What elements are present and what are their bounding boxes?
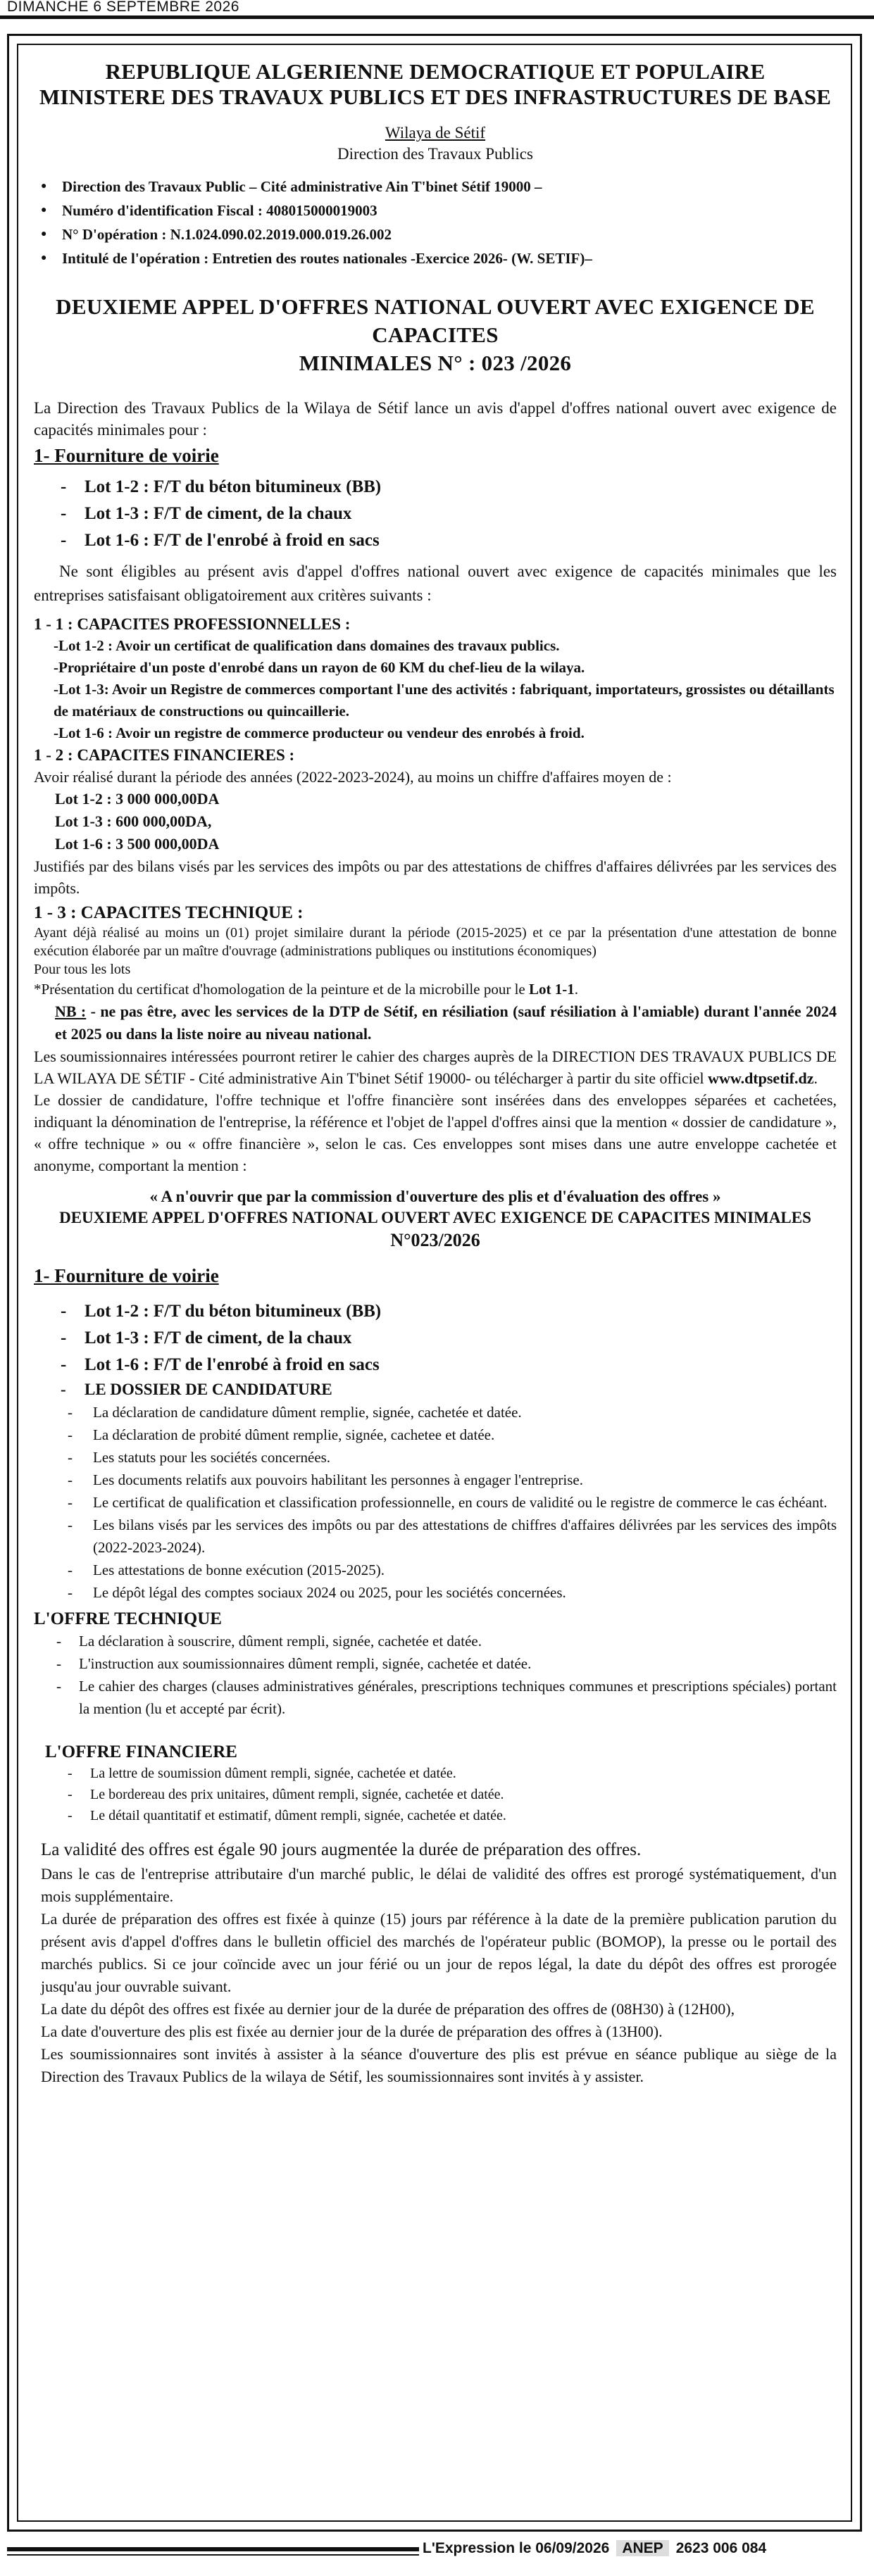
info-operation-number: ● N° D'opération : N.1.024.090.02.2019.000.019.26.002 <box>34 222 837 246</box>
intro-paragraph: La Direction des Travaux Publics de la Wilaya de Sétif lance un avis d'appel d'offres national ouvert avec exigence de capacités minimales pour : <box>34 399 837 439</box>
cap-pro-line: -Lot 1-3: Avoir un Registre de commerces comportant l'une des activités : fabriquant, importateurs, grossistes ou détaillants de matériaux de constructions ou quincaillerie. <box>54 681 835 720</box>
footer-rule-thin <box>7 2554 419 2556</box>
candidature-item: - Le certificat de qualification et classification professionnelle, en cours de validité ou le registre de commerce le cas échéant. <box>34 1491 837 1514</box>
direction-name: Direction des Travaux Publics <box>337 145 533 163</box>
retrieve-end: . <box>813 1069 818 1087</box>
invite-paragraph: Les soumissionnaires sont invités à assister à la séance d'ouverture des plis est prévue en séance publique au siège de la Direction des Travaux Publics de la wilaya de Sétif, les soumissionnaires sont invités à y assister. <box>41 2045 837 2085</box>
financial-offer-item: - La lettre de soumission dûment rempli, signée, cachetée et datée. <box>34 1763 837 1784</box>
footer-rule-thick <box>7 2547 419 2551</box>
info-address: ● Direction des Travaux Public – Cité administrative Ain T'binet Sétif 19000 – <box>34 175 837 199</box>
technical-offer-heading: L'OFFRE TECHNIQUE <box>34 1609 222 1628</box>
amount-line: Lot 1-6 : 3 500 000,00DA <box>55 835 220 853</box>
financial-offer-list <box>34 1763 837 1826</box>
lot-item: - Lot 1-3 : F/T de ciment, de la chaux <box>34 1325 837 1352</box>
wilaya-name: Wilaya de Sétif <box>385 124 486 142</box>
cap-fin-amounts <box>34 788 837 855</box>
nb-paragraph <box>34 1000 837 1045</box>
candidature-item: - Les statuts pour les sociétés concernées. <box>34 1446 837 1469</box>
candidature-item: - Les bilans visés par les services des impôts ou par des attestations de chiffres d'affaires délivrées par les services des impôts (2022-2023-2024). <box>34 1514 837 1559</box>
financial-offer-item: - Le détail quantitatif et estimatif, dûment rempli, signée, cachetée et datée. <box>34 1805 837 1826</box>
anep-label: ANEP <box>616 2540 668 2556</box>
technical-offer-list <box>34 1630 837 1720</box>
ad-footer <box>7 2540 867 2565</box>
financial-offer-heading: L'OFFRE FINANCIERE <box>45 1742 237 1761</box>
extension-paragraph: Dans le cas de l'entreprise attributaire d'un marché public, le délai de validité des offres est prorogé systématiquement, d'un mois supplémentaire. <box>41 1865 837 1905</box>
operation-info-list <box>34 175 837 270</box>
publication-source: L'Expression le 06/09/2026 <box>423 2540 610 2556</box>
announcement-body <box>34 59 837 2088</box>
opening-paragraph: La date d'ouverture des plis est fixée au dernier jour de la durée de préparation des offres à (13H00). <box>41 2023 663 2040</box>
mention-line2: DEUXIEME APPEL D'OFFRES NATIONAL OUVERT AVEC EXIGENCE DE CAPACITES MINIMALES <box>59 1209 811 1226</box>
duration-paragraph: La durée de préparation des offres est fixée à quinze (15) jours par référence à la date de la première publication parution du présent avis d'appel d'offres dans le bulletin officiel des marchés de l'opérateur public (BOMOP), la presse ou le portail des marchés publics. Si ce jour coïncide avec un jour férié ou un jour de repos légal, la date du dépôt des offres est prorogée jusqu'au jour ouvrable suivant. <box>41 1910 837 1995</box>
nb-label: NB : <box>55 1003 87 1020</box>
technical-offer-item: - L'instruction aux soumissionnaires dûment rempli, signée, cachetée et datée. <box>34 1652 837 1675</box>
certificate-text: *Présentation du certificat d'homologation de la peinture et de la microbille pour le <box>34 981 529 998</box>
cap-fin-heading: 1 - 2 : CAPACITES FINANCIERES : <box>34 746 295 764</box>
certificate-end: . <box>574 981 578 998</box>
newspaper-dateline: DIMANCHE 6 SEPTEMBRE 2026 <box>7 0 239 15</box>
top-rule <box>0 15 874 19</box>
validity-paragraph: La validité des offres est égale 90 jours augmentée la durée de préparation des offres. <box>41 1840 642 1859</box>
candidature-item: - La déclaration de probité dûment remplie, signée, cachetee et datée. <box>34 1424 837 1446</box>
lot-item: - Lot 1-3 : F/T de ciment, de la chaux <box>34 501 837 527</box>
cap-fin-intro: Avoir réalisé durant la période des années (2022-2023-2024), au moins un chiffre d'affaires moyen de : <box>34 768 672 786</box>
envelope-mention <box>34 1186 837 1252</box>
section-supply-heading: 1- Fourniture de voirie <box>34 445 219 466</box>
candidature-heading: - LE DOSSIER DE CANDIDATURE <box>34 1378 837 1401</box>
deposit-paragraph: La date du dépôt des offres est fixée au dernier jour de la durée de préparation des offres de (08H30) à (12H00), <box>41 2000 735 2018</box>
mention-line1: « A n'ouvrir que par la commission d'ouverture des plis et d'évaluation des offres » <box>149 1188 721 1205</box>
candidature-item: - La déclaration de candidature dûment remplie, signée, cachetée et datée. <box>34 1401 837 1424</box>
cap-fin-note: Justifiés par des bilans visés par les services des impôts ou par des attestations de chiffres d'affaires délivrées par les services des impôts. <box>34 857 837 897</box>
section-supply-heading-2: 1- Fourniture de voirie <box>34 1265 219 1286</box>
cap-tech-all-lots: Pour tous les lots <box>34 962 131 977</box>
cap-pro-lines <box>34 635 837 744</box>
republic-heading: REPUBLIQUE ALGERIENNE DEMOCRATIQUE ET POPULAIRE <box>105 59 766 84</box>
lot-item: - Lot 1-6 : F/T de l'enrobé à froid en sacs <box>34 527 837 554</box>
candidature-item: - Le dépôt légal des comptes sociaux 2024 ou 2025, pour les sociétés concernées. <box>34 1581 837 1604</box>
official-site-link[interactable]: www.dtpsetif.dz <box>708 1069 814 1087</box>
cap-pro-line: -Lot 1-2 : Avoir un certificat de qualification dans domaines des travaux publics. <box>54 637 560 654</box>
closing-paragraphs <box>34 1837 837 2088</box>
financial-offer-item: - Le bordereau des prix unitaires, dûment rempli, signée, cachetée et datée. <box>34 1784 837 1805</box>
envelopes-paragraph: Le dossier de candidature, l'offre technique et l'offre financière sont insérées dans des enveloppes séparées et cachetées, indiquant la dénomination de l'entreprise, la référence et l'objet de l'appel d'offres ainsi que la mention « dossier de candidature », « offre technique » ou « offre financière », selon le cas. Ces enveloppes sont mises dans une autre enveloppe cachetée et anonyme, comportant la mention : <box>34 1091 837 1174</box>
technical-offer-item: - Le cahier des charges (clauses administratives générales, prescriptions techniques communes et prescriptions spéciales) portant la mention (lu et accepté par écrit). <box>34 1675 837 1720</box>
cap-pro-heading: 1 - 1 : CAPACITES PROFESSIONNELLES : <box>34 615 351 633</box>
amount-line: Lot 1-3 : 600 000,00DA, <box>55 812 212 830</box>
tender-title <box>34 293 837 377</box>
technical-offer-item: - La déclaration à souscrire, dûment rempli, signée, cachetée et datée. <box>34 1630 837 1652</box>
cap-tech-certificate <box>34 979 837 1000</box>
eligibility-paragraph: Ne sont éligibles au présent avis d'appel d'offres national ouvert avec exigence de capacités minimales que les entreprises satisfaisant obligatoirement aux critères suivants : <box>34 563 837 604</box>
cap-pro-line: -Lot 1-6 : Avoir un registre de commerce producteur ou vendeur des enrobés à froid. <box>54 724 585 741</box>
mention-line3: N°023/2026 <box>390 1230 480 1250</box>
lots-list-2 <box>34 1298 837 1401</box>
cap-pro-line: -Propriétaire d'un poste d'enrobé dans un rayon de 60 KM du chef-lieu de la wilaya. <box>54 659 585 676</box>
candidature-list <box>34 1401 837 1604</box>
footer-text <box>423 2540 766 2557</box>
candidature-item: - Les documents relatifs aux pouvoirs habilitant les personnes à engager l'entreprise. <box>34 1469 837 1491</box>
lots-list <box>34 474 837 554</box>
amount-line: Lot 1-2 : 3 000 000,00DA <box>55 790 220 808</box>
cap-tech-heading: 1 - 3 : CAPACITES TECHNIQUE : <box>34 903 304 922</box>
info-operation-title: ● Intitulé de l'opération : Entretien des routes nationales -Exercice 2026- (W. SETIF)– <box>34 246 837 270</box>
lot-item: - Lot 1-6 : F/T de l'enrobé à froid en sacs <box>34 1352 837 1378</box>
tender-title-line2: MINIMALES N° : 023 /2026 <box>299 351 572 375</box>
candidature-item: - Les attestations de bonne exécution (2015-2025). <box>34 1559 837 1581</box>
anep-reference: 2623 006 084 <box>675 2540 767 2556</box>
certificate-lot: Lot 1-1 <box>528 981 575 998</box>
lot-item: - Lot 1-2 : F/T du béton bitumineux (BB) <box>34 1298 837 1325</box>
nb-text: - ne pas être, avec les services de la DTP de Sétif, en résiliation (sauf résiliation à l'amiable) durant l'année 2024 et 2025 ou dans la liste noire au niveau national. <box>55 1003 837 1043</box>
info-fiscal-id: ● Numéro d'identification Fiscal : 408015000019003 <box>34 199 837 222</box>
ministry-heading: MINISTERE DES TRAVAUX PUBLICS ET DES INFRASTRUCTURES DE BASE <box>39 84 832 109</box>
retrieve-text: Les soumissionnaires intéressées pourront retirer le cahier des charges auprès de la DIRECTION DES TRAVAUX PUBLICS DE LA WILAYA DE SÉTIF - Cité administrative Ain T'binet Sétif 19000- ou télécharger à partir du site officiel <box>34 1048 837 1087</box>
retrieve-paragraph <box>34 1045 837 1089</box>
tender-title-line1: DEUXIEME APPEL D'OFFRES NATIONAL OUVERT AVEC EXIGENCE DE CAPACITES <box>56 294 815 347</box>
cap-tech-text: Ayant déjà réalisé au moins un (01) projet similaire durant la période (2015-2025) et ce par la présentation d'une attestation de bonne exécution élaborée par un maître d'ouvrage (administrations publiques ou institutions économiques) <box>34 925 837 959</box>
lot-item: - Lot 1-2 : F/T du béton bitumineux (BB) <box>34 474 837 501</box>
